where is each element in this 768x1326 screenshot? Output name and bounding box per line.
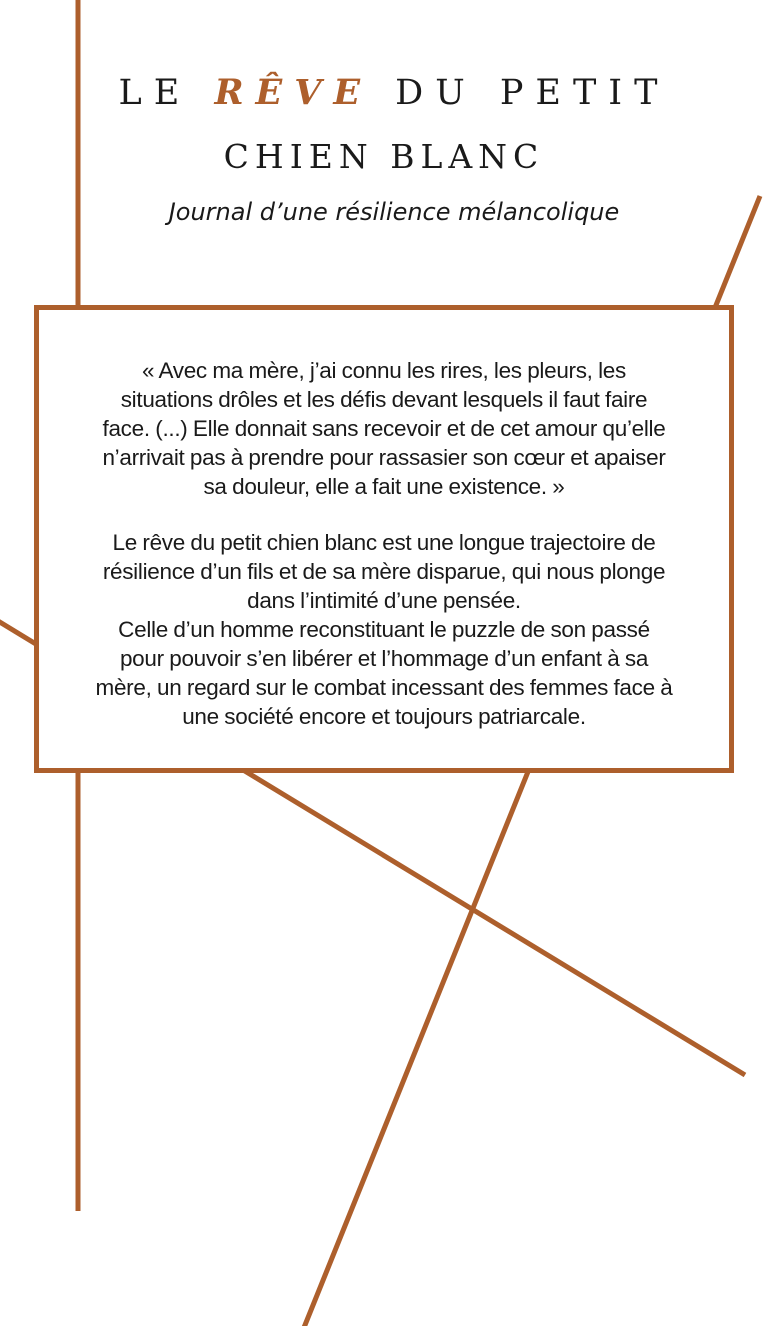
subtitle: Journal d’une résilience mélancolique	[168, 198, 620, 226]
quote-line: face. (...) Elle donnait sans recevoir et de cet amour qu’elle	[102, 416, 666, 441]
description-line: dans l’intimité d’une pensée.	[247, 588, 521, 613]
description-line: une société encore et toujours patriarcale.	[182, 704, 586, 729]
title-word-reve-accent: RÊVE	[214, 72, 373, 113]
quote-text	[39, 356, 729, 501]
quote-line: « Avec ma mère, j’ai connu les rires, les pleurs, les	[142, 358, 626, 383]
description-text	[39, 528, 729, 731]
quote-box	[34, 305, 734, 773]
description-line: Le rêve du petit chien blanc est une longue trajectoire de	[112, 530, 656, 555]
description-line: mère, un regard sur le combat incessant des femmes face à	[95, 675, 673, 700]
description-line: Celle d’un homme reconstituant le puzzle de son passé	[118, 617, 650, 642]
quote-line: situations drôles et les défis devant lesquels il faut faire	[120, 387, 648, 412]
quote-line: n’arrivait pas à prendre pour rassasier son cœur et apaiser	[102, 445, 666, 470]
quote-line: sa douleur, elle a fait une existence. »	[203, 474, 565, 499]
description-line: résilience d’un fils et de sa mère disparue, qui nous plonge	[102, 559, 666, 584]
description-line: pour pouvoir s’en libérer et l’hommage d’un enfant à sa	[119, 646, 649, 671]
title-word-le: LE	[118, 73, 215, 113]
title-words-du-petit: DU PETIT	[372, 73, 670, 113]
title-line-1	[0, 72, 768, 113]
title-line-2: CHIEN BLANC	[223, 137, 545, 176]
